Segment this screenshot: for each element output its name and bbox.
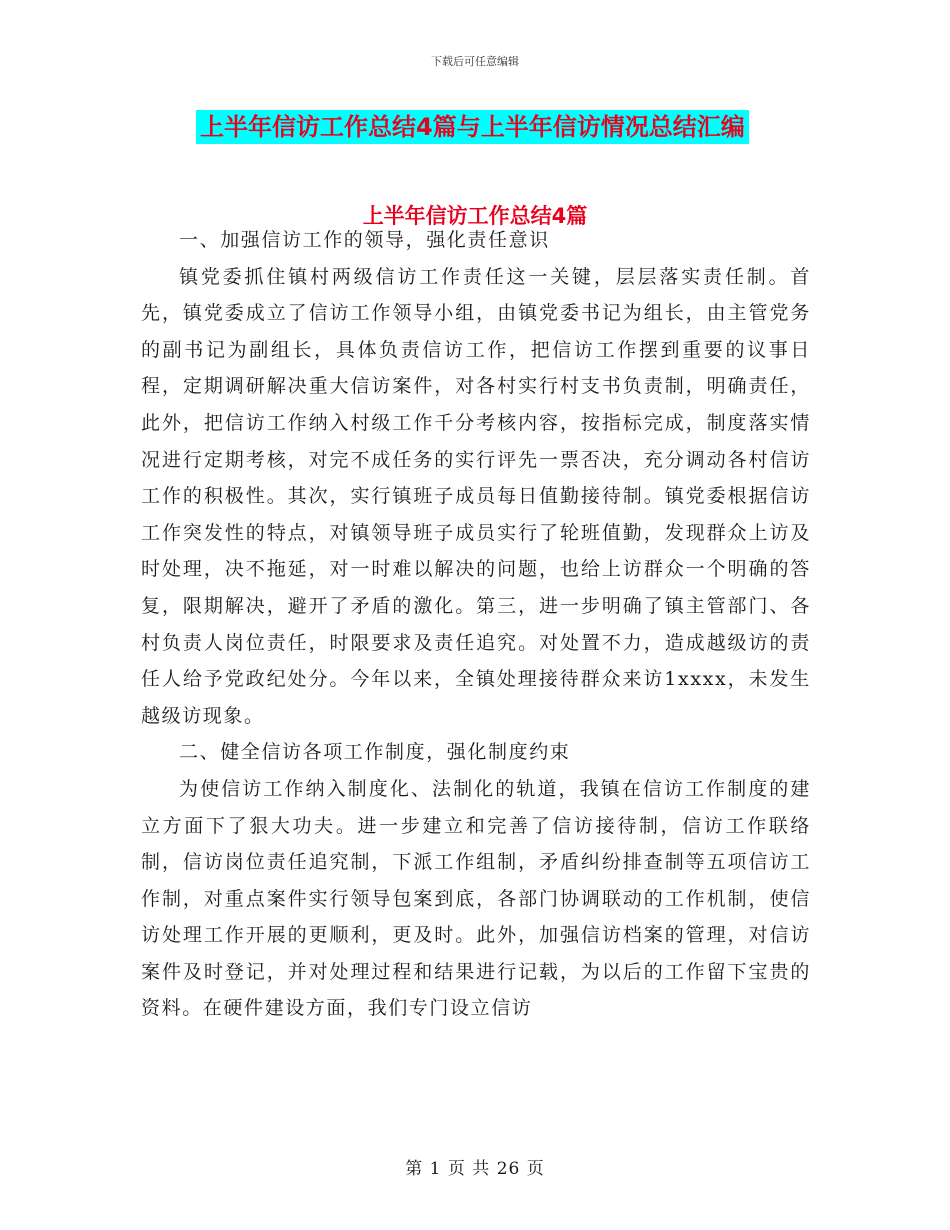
body-paragraph-2: 为使信访工作纳入制度化、法制化的轨道，我镇在信访工作制度的建立方面下了狠大功夫。进一步建立和完善了信访接待制，信访工作联络制，信访岗位责任追究制，下派工作组制，矛盾纠纷排查制等五项信访工作制，对重点案件实行领导包案到底，各部门协调联动的工作机制，使信访处理工作开展的更顺利，更及时。此外，加强信访档案的管理，对信访案件及时登记，并对处理过程和结果进行记载，为以后的工作留下宝贵的资料。在硬件建设方面，我们专门设立信访 [141, 777, 811, 1020]
section-title: 上半年信访工作总结4篇 [362, 204, 588, 228]
document-body [141, 222, 811, 1027]
heading-paragraph-1: 一、加强信访工作的领导，强化责任意识 [179, 229, 550, 251]
heading-paragraph-2: 二、健全信访各项工作制度，强化制度约束 [179, 741, 571, 764]
body-paragraph-1: 镇党委抓住镇村两级信访工作责任这一关键，层层落实责任制。首先，镇党委成立了信访工作领导小组，由镇党委书记为组长，由主管党务的副书记为副组长，具体负责信访工作，把信访工作摆到重要的议事日程，定期调研解决重大信访案件，对各村实行村支书负责制，明确责任，此外，把信访工作纳入村级工作千分考核内容，按指标完成，制度落实情况进行定期考核，对完不成任务的实行评先一票否决，充分调动各村信访工作的积极性。其次，实行镇班子成员每日值勤接待制。镇党委根据信访工作突发性的特点，对镇领导班子成员实行了轮班值勤，发现群众上访及时处理，决不拖延，对一时难以解决的问题，也给上访群众一个明确的答复，限期解决，避开了矛盾的激化。第三，进一步明确了镇主管部门、各村负责人岗位责任，时限要求及责任追究。对处置不力，造成越级访的责任人给予党政纪处分。今年以来，全镇处理接待群众来访1xxxx，未发生越级访现象。 [141, 265, 811, 727]
document-main-title: 上半年信访工作总结4篇与上半年信访情况总结汇编 [196, 110, 749, 144]
page-footer: 第 1 页 共 26 页 [405, 1159, 545, 1179]
header-note: 下载后可任意编辑 [431, 55, 519, 68]
